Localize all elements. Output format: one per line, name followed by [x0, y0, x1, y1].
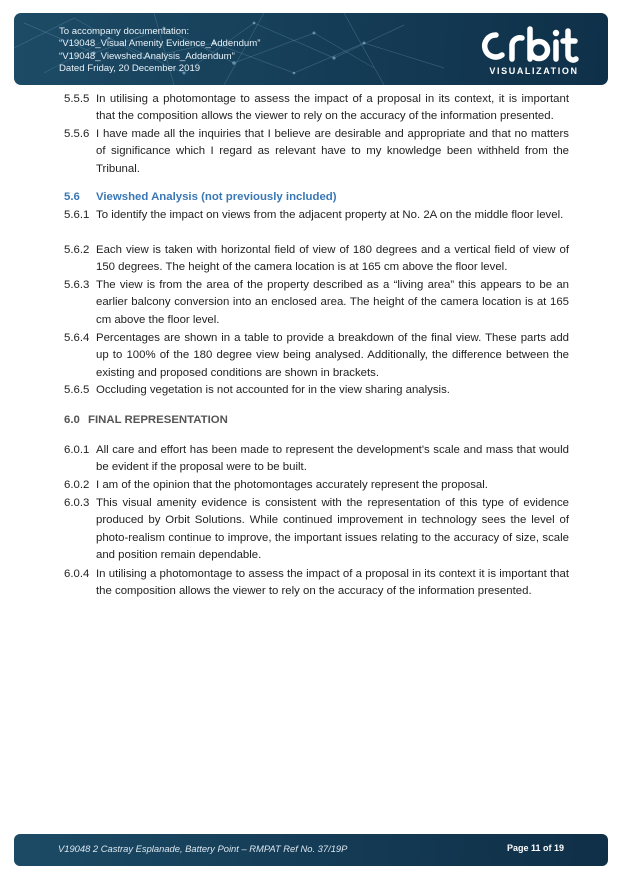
- paragraph-text: I have made all the inquiries that I believe are desirable and appropriate and that no matters of significance which I regard as relevant have to my knowledge been withheld from the Tribunal.: [96, 128, 569, 175]
- paragraph-text: To identify the impact on views from the adjacent property at No. 2A on the middle floor level.: [96, 209, 564, 221]
- paragraph-number: 6.0.4: [64, 568, 90, 580]
- paragraph-number: 5.6.1: [64, 209, 90, 221]
- paragraph-item: [64, 207, 569, 224]
- page-footer: [14, 834, 608, 866]
- section-number: 6.0: [64, 414, 80, 426]
- paragraph-number: 5.6.5: [64, 384, 90, 396]
- paragraph-number: 6.0.2: [64, 479, 90, 491]
- orbit-wordmark-graphic: [476, 25, 586, 67]
- orbit-logo: [476, 25, 586, 79]
- page-number: Page 11 of 19: [506, 843, 564, 853]
- paragraph-text: All care and effort has been made to represent the development's scale and mass that would be evident if the proposal were to be built.: [96, 444, 569, 474]
- paragraph-item: [64, 382, 569, 399]
- paragraph-item: [64, 277, 569, 329]
- paragraph-number: 5.6.4: [64, 332, 90, 344]
- header-document-info: [59, 26, 260, 76]
- paragraph-number: 5.6.2: [64, 244, 90, 256]
- paragraph-item: [64, 242, 569, 277]
- section-title: Viewshed Analysis (not previously included): [96, 191, 337, 203]
- footer-reference: V19048 2 Castray Esplanade, Battery Point – RMPAT Ref No. 37/19P: [58, 843, 348, 854]
- section-heading: [64, 189, 337, 206]
- paragraph-item: [64, 330, 569, 382]
- paragraph-text: The view is from the area of the property described as a “living area” this appears to be an earlier balcony conversion into an enclosed area. The height of the camera location is at 165 cm above the floor level.: [96, 279, 569, 326]
- paragraph-text: This visual amenity evidence is consistent with the representation of this type of evidence produced by Orbit Solutions. While continued improvement in technology sees the level of photo-realism continue to improve, the important issues relating to the accuracy of size, scale and position remain dependable.: [96, 497, 569, 561]
- logo-subtitle: VISUALIZATION: [489, 66, 579, 76]
- paragraph-number: 5.5.6: [64, 128, 90, 140]
- paragraph-item: [64, 566, 569, 601]
- paragraph-item: [64, 126, 569, 178]
- paragraph-number: 6.0.1: [64, 444, 90, 456]
- paragraph-text: Each view is taken with horizontal field of view of 180 degrees and a vertical field of view of 150 degrees. The height of the camera location is at 165 cm above the floor level.: [96, 244, 569, 274]
- header-line: “V19048_Visual Amenity Evidence_Addendum”: [59, 38, 261, 50]
- paragraph-number: 5.5.5: [64, 93, 90, 105]
- paragraph-text: In utilising a photomontage to assess the impact of a proposal in its context it is important that the composition allows the viewer to rely on the accuracy of the information presented.: [96, 568, 569, 598]
- section-number: 5.6: [64, 191, 80, 203]
- paragraph-text: Percentages are shown in a table to provide a breakdown of the final view. These parts add up to 100% of the 180 degree view being analysed. Additionally, the difference between the existing and proposed conditions are shown in brackets.: [96, 332, 569, 379]
- header-line: Dated Friday, 20 December 2019: [59, 63, 201, 75]
- section-title: FINAL REPRESENTATION: [88, 414, 228, 426]
- paragraph-item: [64, 495, 569, 564]
- header-line: To accompany documentation:: [59, 26, 190, 37]
- paragraph-number: 5.6.3: [64, 279, 90, 291]
- page-header: [14, 13, 608, 85]
- header-line: “V19048_Viewshed Analysis_Addendum”: [59, 50, 235, 62]
- section-heading: [64, 412, 228, 429]
- paragraph-text: Occluding vegetation is not accounted for in the view sharing analysis.: [96, 384, 450, 396]
- paragraph-number: 6.0.3: [64, 497, 90, 509]
- paragraph-item: [64, 477, 569, 494]
- paragraph-item: [64, 91, 569, 126]
- paragraph-text: In utilising a photomontage to assess the impact of a proposal in its context, it is important that the composition allows the viewer to rely on the accuracy of the information presented.: [96, 93, 569, 123]
- paragraph-text: I am of the opinion that the photomontages accurately represent the proposal.: [96, 479, 488, 491]
- paragraph-item: [64, 442, 569, 477]
